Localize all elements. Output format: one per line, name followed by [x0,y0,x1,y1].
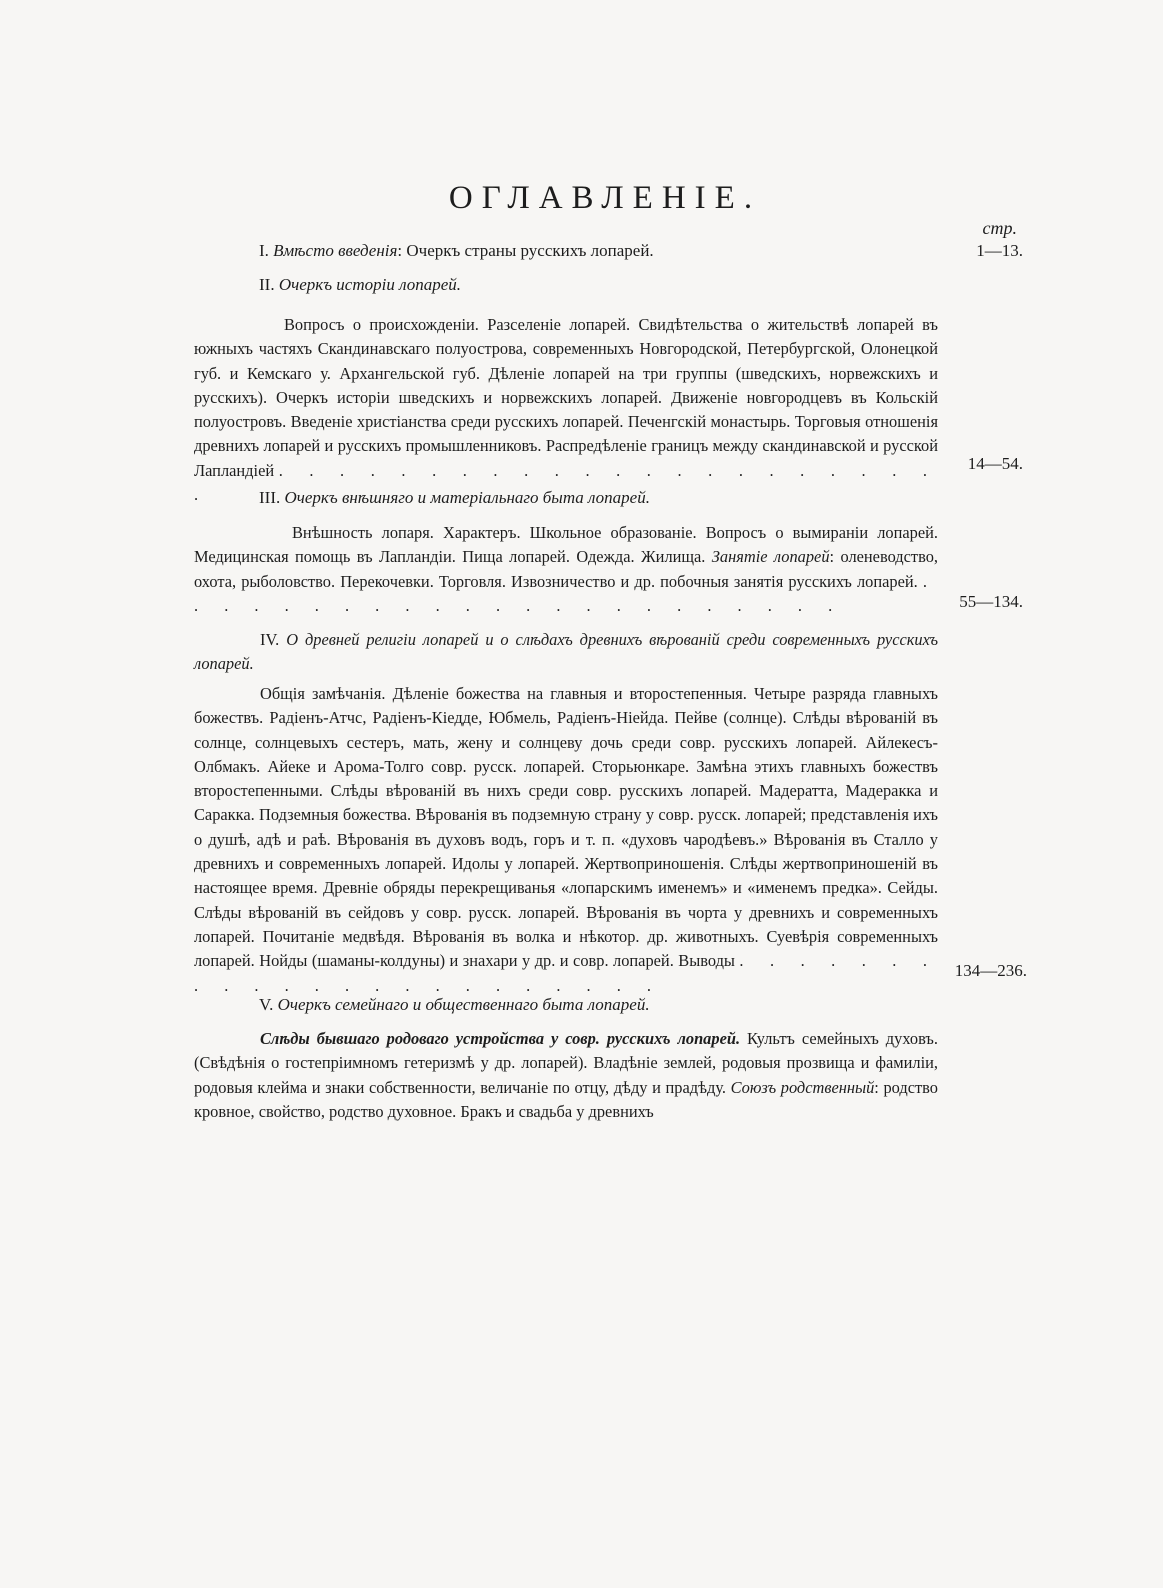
section-1-heading [259,241,654,261]
summary-text: : оленеводство, охота, рыболовство. Перекочевки. Торговля. Извозничество и др. побочныя занятія русскихъ лопарей. [194,547,938,591]
section-4-heading [194,628,938,677]
summary-text-italic: Союзъ родственный [730,1077,875,1097]
section-title-italic: Очеркъ семейнаго и общественнаго быта лопарей. [277,995,650,1014]
summary-text: Внѣшность лопаря. Характеръ. Школьное образованіе. Вопросъ о вымираніи лопарей. Медицинская помощь въ Лапландіи. Пища лопарей. Одежда. Жилища. [194,523,938,567]
section-2-heading [259,275,461,295]
section-2-summary [194,313,938,507]
summary-text: Общія замѣчанія. Дѣленіе божества на главныя и второстепенныя. Четыре разряда главныхъ божествъ. Радіенъ-Атчс, Радіенъ-Кіедде, Юбмель, Радіенъ-Ніейда. Пейве (солнце). Слѣды вѣрованій въ солнце, солнцевыхъ сестеръ, мать, жену и солнцеву дочь среди совр. русскихъ лопарей. Айлекесъ-Олбмакъ. Айеке и Арома-Толго совр. русск. лопарей. Сторьюнкаре. Замѣна этихъ главныхъ божествъ второстепенными. Слѣды вѣрованій въ нихъ среди совр. русскихъ лопарей. Мадератта, Мадеракка и Саракка. Подземныя божества. Вѣрованія въ подземную страну у совр. русск. лопарей; представленія ихъ о душѣ, адѣ и раѣ. Вѣрованія въ духовъ водъ, горъ и т. п. «духовъ чародѣевъ.» Вѣрованія въ Сталло у древнихъ и современныхъ лопарей. Идолы у лопарей. Жертвоприношенія. Слѣды жертвоприношеній въ настоящее время. Древніе обряды перекрещиванья «лопарскимъ именемъ» и «именемъ предка». Сейды. Слѣды вѣрованій въ сейдовъ у совр. русск. лопарей. Вѣрованія въ чорта у древнихъ и современныхъ лопарей. Почитаніе медвѣдя. Вѣрованія въ волка и нѣкотор. др. животныхъ. Суевѣрія современныхъ лопарей. Нойды (шаманы-колдуны) и знахари у др. и совр. лопарей. Выводы [194,684,938,971]
section-5-heading [259,995,650,1015]
section-4-pages: 134—236. [954,961,1027,980]
section-numeral: II. [259,275,275,294]
section-title-italic: Вмѣсто введенія [273,241,398,260]
page-column-label: стр. [982,218,1017,238]
section-numeral: IV. [260,630,280,649]
page-title: ОГЛАВЛЕНIE. [448,180,762,216]
summary-text-italic: Занятіе лопарей [711,547,830,567]
section-3-pages: 55—134. [959,592,1023,611]
summary-text-italic: Слѣды бывшаго родоваго устройства у совр. русскихъ лопарей. [260,1029,741,1048]
section-4-summary [194,682,938,998]
section-2-pages: 14—54. [967,454,1023,473]
section-title-italic: О древней религіи лопарей и о слѣдахъ древнихъ вѣрованій среди современныхъ русскихъ лопарей. [194,630,938,674]
summary-text: Культъ семейныхъ духовъ. (Свѣдѣнія о гостепріимномъ гетеризмѣ у др. лопарей). Владѣніе землей, родовыя прозвища и фамиліи, родовыя клейма и знаки собственности, величаніе по отцу, дѣду и прадѣду. [194,1029,939,1097]
section-title-rest: : Очеркъ страны русскихъ лопарей. [397,241,654,260]
summary-text: Вопросъ о происхожденіи. Разселеніе лопарей. Свидѣтельства о жительствѣ лопарей въ южныхъ частяхъ Скандинавскаго полуострова, современныхъ Новгородской, Петербургской, Олонецкой губ. и Кемскаго у. Архангельской губ. Дѣленіе лопарей на три группы (шведскихъ, норвежскихъ и русскихъ). Очеркъ исторіи шведскихъ и норвежскихъ лопарей. Движеніе новгородцевъ въ Кольскій полуостровъ. Введеніе христіанства среди русскихъ лопарей. Печенгскій монастырь. Торговыя отношенія древнихъ лопарей и русскихъ промышленниковъ. Распредѣленіе границъ между скандинавской и русской Лапландіей [194,315,938,480]
dot-leader: . . . . . . . . . . . . . . . . . . . . . . . [194,460,938,505]
section-3-heading [259,488,650,508]
summary-text: : родство кровное, свойство, родство духовное. Бракъ и свадьба у древнихъ [194,1077,939,1121]
section-title-italic: Очеркъ исторіи лопарей. [278,275,461,294]
section-numeral: III. [259,488,281,507]
section-numeral: V. [259,995,274,1014]
dot-leader: . . . . . . . . . . . . . . . . . . . . . . . [194,951,938,995]
section-title-italic: Очеркъ внѣшняго и матеріальнаго быта лопарей. [284,488,650,507]
section-numeral: I. [259,241,269,260]
dot-leader: . . . . . . . . . . . . . . . . . . . . . . . [194,571,938,615]
section-1-pages: 1—13. [976,241,1023,260]
section-3-summary [194,521,938,618]
section-5-summary [194,1027,938,1124]
